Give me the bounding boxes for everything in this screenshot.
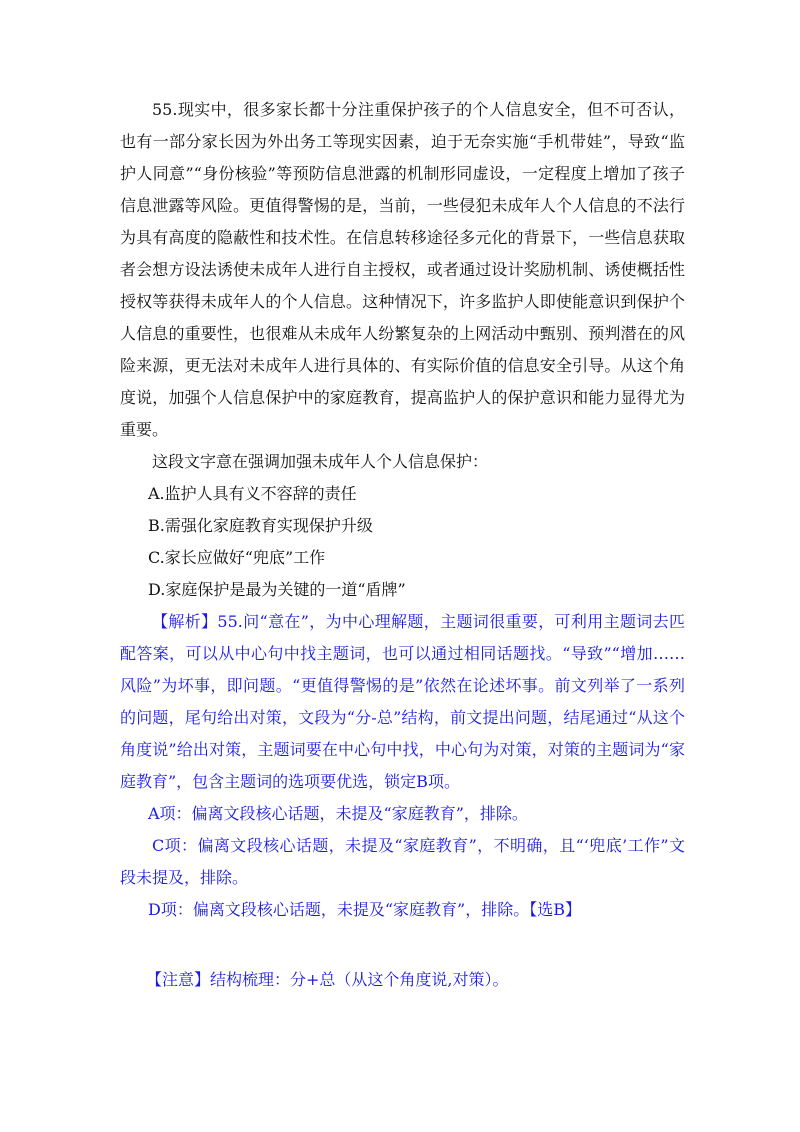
question-body: 55.现实中，很多家长都十分注重保护孩子的个人信息安全，但不可否认，也有一部分家长因为外出务工等现实因素，迫于无奈实施“手机带娃”，导致“监护人同意”“身份核验”等预防信息泄露的机制形同虚设，一定程度上增加了孩子信息泄露等风险。更值得警惕的是，当前，一些侵犯未成年人个人信息的不法行为具有高度的隐蔽性和技术性。在信息转移途径多元化的背景下，一些信息获取者会想方设法诱使未成年人进行自主授权，或者通过设计奖励机制、诱使概括性授权等获得未成年人的个人信息。这种情况下，许多监护人即使能意识到保护个人信息的重要性，也很难从未成年人纷繁复杂的上网活动中甄别、预判潜在的风险来源，更无法对未成年人进行具体的、有实际价值的信息安全引导。从这个角度说，加强个人信息保护中的家庭教育，提高监护人的保护意识和能力显得尤为重要。 bbox=[120, 100, 685, 439]
analysis-option-a: A项：偏离文段核心话题，未提及“家庭教育”，排除。 bbox=[148, 804, 528, 823]
option-d: D.家庭保护是最为关键的一道“盾牌” bbox=[148, 580, 406, 599]
question-prompt: 这段文字意在强调加强未成年人个人信息保护： bbox=[152, 452, 489, 471]
option-c: C.家长应做好“兜底”工作 bbox=[148, 548, 326, 567]
analysis-option-c: C项：偏离文段核心话题，未提及“家庭教育”，不明确，且“‘兜底’工作”文段未提及，排除。 bbox=[120, 836, 685, 887]
option-b: B.需强化家庭教育实现保护升级 bbox=[148, 516, 373, 535]
analysis-option-d: D项：偏离文段核心话题，未提及“家庭教育”，排除。【选B】 bbox=[148, 900, 581, 919]
option-a: A.监护人具有义不容辞的责任 bbox=[148, 484, 357, 503]
note: 【注意】结构梳理：分+总（从这个角度说,对策）。 bbox=[146, 970, 509, 989]
analysis-main: 【解析】55.问“意在”，为中心理解题，主题词很重要，可利用主题词去匹配答案，可以从中心句中找主题词，也可以通过相同话题找。“导致”“增加……风险”为坏事，即问题。“更值得警惕的是”依然在论述坏事。前文列举了一系列的问题，尾句给出对策，文段为“分-总”结构，前文提出问题，结尾通过“从这个角度说”给出对策，主题词要在中心句中找，中心句为对策，对策的主题词为“家庭教育”，包含主题词的选项要优选，锁定B项。 bbox=[120, 612, 685, 791]
document-page bbox=[120, 94, 685, 996]
